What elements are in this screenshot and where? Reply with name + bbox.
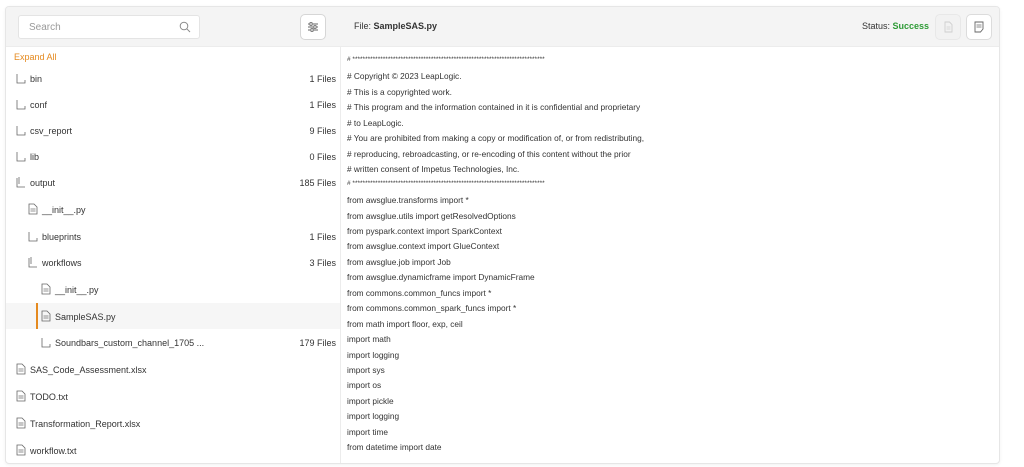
folder-icon [28, 230, 38, 242]
code-viewer [347, 53, 987, 463]
file-icon [16, 417, 26, 429]
code-line: import time [347, 426, 389, 437]
code-line: import pickle [347, 395, 394, 406]
tree-item[interactable] [6, 383, 340, 409]
tree-item-label: __init__.py [42, 205, 86, 215]
tree-item-label: __init__.py [55, 285, 99, 295]
file-icon [41, 283, 51, 295]
file-icon [16, 390, 26, 402]
tree-item[interactable] [6, 437, 340, 463]
tree-item-label: bin [30, 74, 43, 84]
tree-item[interactable] [6, 329, 340, 355]
tree-item[interactable] [6, 223, 340, 249]
report-icon [973, 21, 985, 33]
status-prefix: Status: [861, 21, 893, 31]
code-line: from commons.common_funcs import * [347, 287, 492, 298]
app-frame [5, 6, 1000, 464]
search-box [18, 15, 200, 39]
status-badge: Success [892, 21, 929, 31]
file-prefix: File: [354, 21, 374, 31]
tree-item-count: 3 Files [309, 258, 336, 268]
tree-item[interactable] [6, 356, 340, 382]
tree-item-count: 0 Files [309, 152, 336, 162]
tree-item-label: output [30, 178, 56, 188]
folder-icon [16, 150, 26, 162]
search-input[interactable] [19, 16, 189, 38]
file-icon [16, 444, 26, 456]
folder-icon [16, 124, 26, 136]
code-line: from awsglue.job import Job [347, 256, 451, 267]
code-line: import logging [347, 411, 400, 422]
code-line: # This is a copyrighted work. [347, 86, 452, 97]
filter-settings-button[interactable] [300, 14, 326, 40]
folder-open-icon [28, 256, 38, 268]
report-button[interactable] [966, 14, 992, 40]
code-line: from awsglue.context import GlueContext [347, 241, 500, 252]
tree-item[interactable] [6, 276, 340, 302]
tree-item[interactable] [6, 410, 340, 436]
tree-item-label: SAS_Code_Assessment.xlsx [30, 365, 147, 375]
file-tree [6, 46, 341, 463]
file-name: SampleSAS.py [373, 21, 438, 31]
tree-item-label: SampleSAS.py [55, 312, 116, 322]
tree-item-label: conf [30, 100, 48, 110]
tree-item[interactable] [6, 143, 340, 169]
code-line: import logging [347, 349, 400, 360]
tree-item-label: Soundbars_custom_channel_1705 ... [55, 338, 205, 348]
tree-item-label: workflows [42, 258, 82, 268]
tree-item-label: blueprints [42, 232, 82, 242]
code-line: from datetime import date [347, 442, 442, 453]
download-button[interactable] [935, 14, 961, 40]
code-line: import os [347, 380, 382, 391]
code-line: from awsglue.utils import getResolvedOptions [347, 210, 516, 221]
code-line: # **************************************************************************** [347, 179, 545, 187]
tree-item[interactable] [6, 169, 340, 195]
folder-icon [16, 98, 26, 110]
tree-item-count: 1 Files [309, 74, 336, 84]
tree-item-label: Transformation_Report.xlsx [30, 419, 141, 429]
toolbar [6, 7, 999, 47]
tree-item[interactable] [6, 303, 340, 329]
code-line: # You are prohibited from making a copy or modification of, or from redistributing, [347, 133, 644, 144]
code-line: # written consent of Impetus Technologies, Inc. [347, 164, 520, 175]
code-line: from commons.common_spark_funcs import * [347, 303, 517, 314]
tree-item[interactable] [6, 91, 340, 117]
code-line: # reproducing, rebroadcasting, or re-encoding of this content without the prior [347, 148, 631, 159]
code-line: from pyspark.context import SparkContext [347, 225, 502, 236]
tree-item[interactable] [6, 65, 340, 91]
file-label [354, 21, 437, 31]
expand-all-link[interactable]: Expand All [14, 52, 57, 62]
code-line: from awsglue.transforms import * [347, 195, 469, 206]
code-line: # to LeapLogic. [347, 117, 404, 128]
file-icon [28, 203, 38, 215]
document-icon [942, 21, 954, 33]
tree-item-label: csv_report [30, 126, 73, 136]
tree-item-count: 1 Files [309, 100, 336, 110]
code-line: from math import floor, exp, ceil [347, 318, 463, 329]
sliders-icon [307, 21, 319, 33]
tree-item-label: TODO.txt [30, 392, 68, 402]
tree-item-label: lib [30, 152, 40, 162]
tree-item[interactable] [6, 249, 340, 275]
folder-icon [41, 336, 51, 348]
code-line: import sys [347, 365, 385, 375]
search-icon[interactable] [179, 21, 191, 33]
folder-icon [16, 72, 26, 84]
code-line: # **************************************************************************** [347, 56, 545, 63]
file-icon [16, 363, 26, 375]
folder-open-icon [16, 176, 26, 188]
code-line: # This program and the information contained in it is confidential and proprietary [347, 102, 641, 113]
tree-item[interactable] [6, 196, 340, 222]
tree-item-count: 179 Files [299, 338, 336, 348]
tree-item-count: 1 Files [309, 232, 336, 242]
tree-item-count: 185 Files [299, 178, 336, 188]
tree-item-count: 9 Files [309, 126, 336, 136]
code-line: # Copyright © 2023 LeapLogic. [347, 71, 462, 82]
tree-item[interactable] [6, 117, 340, 143]
file-icon [41, 310, 51, 322]
code-line: import math [347, 334, 391, 345]
status-label [862, 21, 929, 31]
code-line: from awsglue.dynamicframe import DynamicFrame [347, 272, 535, 283]
tree-item-label: workflow.txt [30, 446, 77, 456]
